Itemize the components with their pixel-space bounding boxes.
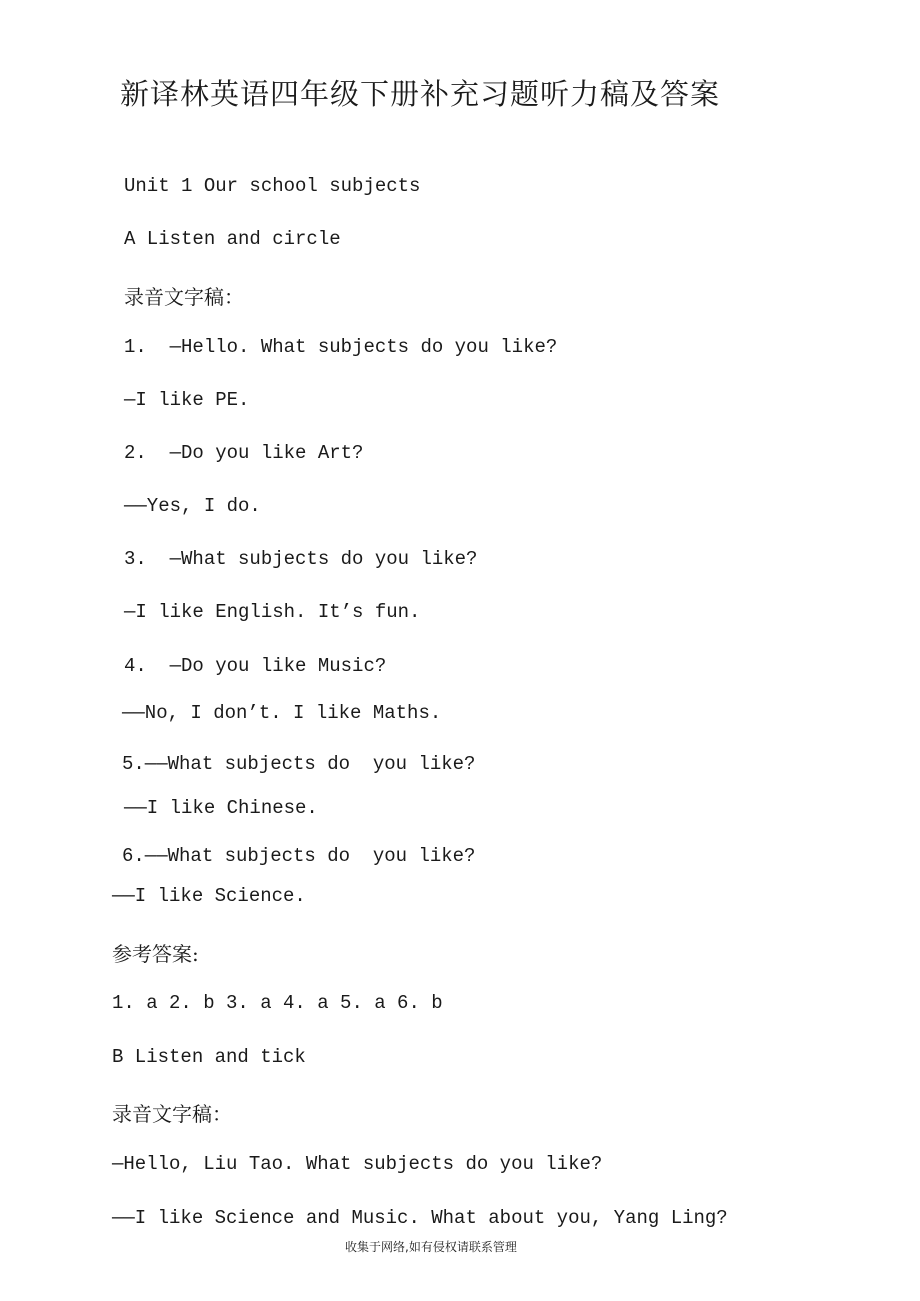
answer-key: 1. a 2. b 3. a 4. a 5. a 6. b bbox=[112, 992, 443, 1014]
script-line: ——Yes, I do. bbox=[124, 495, 261, 517]
section-a-heading: A Listen and circle bbox=[124, 228, 341, 250]
script-line: 2. —Do you like Art? bbox=[124, 442, 364, 464]
answer-label: 参考答案: bbox=[112, 942, 199, 966]
script-line: —I like PE. bbox=[124, 389, 250, 411]
unit-heading: Unit 1 Our school subjects bbox=[124, 175, 421, 197]
section-a-script-label: 录音文字稿： bbox=[124, 285, 244, 309]
script-line: ——I like Chinese. bbox=[124, 797, 318, 819]
script-line: 1. —Hello. What subjects do you like? bbox=[124, 336, 558, 358]
script-line: 5.——What subjects do you like? bbox=[122, 753, 476, 775]
script-line: —Hello, Liu Tao. What subjects do you like? bbox=[112, 1153, 603, 1175]
script-line: 3. —What subjects do you like? bbox=[124, 548, 478, 570]
script-line: —I like English. It’s fun. bbox=[124, 601, 421, 623]
page-footer: 收集于网络,如有侵权请联系管理 bbox=[345, 1240, 517, 1254]
script-line: 4. —Do you like Music? bbox=[124, 655, 387, 677]
section-b-heading: B Listen and tick bbox=[112, 1046, 306, 1068]
script-line: ——I like Science and Music. What about you, Yang Ling? bbox=[112, 1207, 728, 1229]
section-b-script-label: 录音文字稿： bbox=[112, 1102, 232, 1126]
script-line: 6.——What subjects do you like? bbox=[122, 845, 476, 867]
script-line: ——No, I don’t. I like Maths. bbox=[122, 702, 442, 724]
page-title: 新译林英语四年级下册补充习题听力稿及答案 bbox=[120, 77, 721, 111]
script-line: ——I like Science. bbox=[112, 885, 306, 907]
